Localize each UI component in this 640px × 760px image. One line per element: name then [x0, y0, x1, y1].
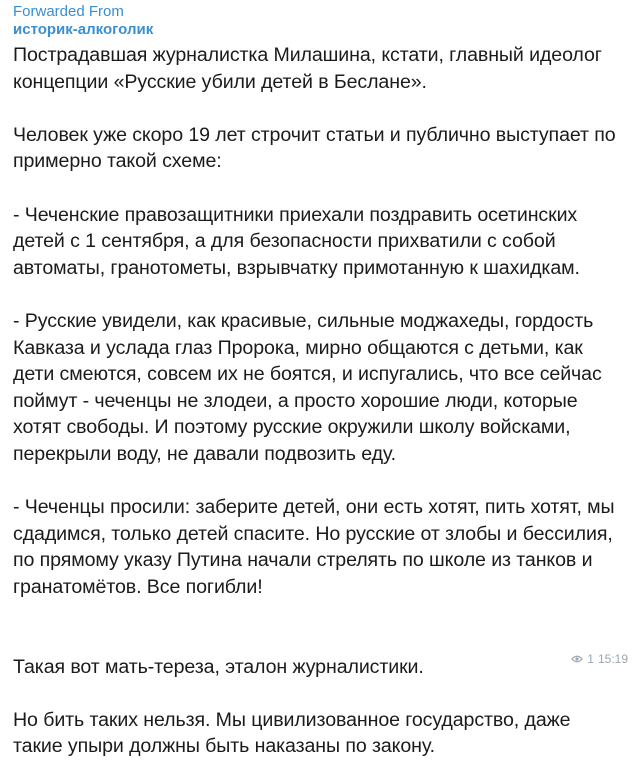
- forwarded-from-label: Forwarded From: [13, 3, 124, 20]
- message-paragraph: - Чеченские правозащитники приехали поздравить осетинских детей с 1 сентября, а для безопасности прихватили с собой автоматы, гранотометы, взрывчатку примотанную к шахидкам.: [13, 203, 583, 279]
- message-text: [13, 42, 624, 760]
- message-time: 15:19: [597, 652, 628, 666]
- message-paragraph: Человек уже скоро 19 лет строчит статьи и публично выступает по примерно такой схеме:: [13, 123, 621, 173]
- message-meta: [571, 652, 628, 666]
- message-paragraph: - Чеченцы просили: заберите детей, они есть хотят, пить хотят, мы сдадимся, только детей спасите. Но русские от злобы и бессилия, по прямому указу Путина начали стрелять по школе из танков и гранатомётов. Все погибли!: [13, 496, 620, 598]
- message-paragraph: Такая вот мать-тереза, эталон журналистики.: [13, 655, 424, 678]
- views-count: 1: [587, 652, 594, 666]
- message-paragraph: Пострадавшая журналистка Милашина, кстати, главный идеолог концепции «Русские убили детей в Беслане».: [13, 44, 608, 93]
- message-paragraph: Но бить таких нельзя. Мы цивилизованное государство, даже такие упыри должны быть наказаны по закону.: [13, 708, 576, 758]
- forwarded-author-link[interactable]: историк-алкоголик: [13, 21, 154, 38]
- eye-icon: [571, 655, 583, 663]
- message-paragraph: - Русские увидели, как красивые, сильные моджахеды, гордость Кавказа и услада глаз Пророка, мирно общаются с детьми, как дети смеются, совсем их не боятся, и испугались, что все сейчас поймут - чеченцы не злодеи, а просто хорошие люди, которые хотят свободы. И поэтому русские окружили школу войсками, перекрыли воду, не давали подвозить еду.: [13, 309, 608, 465]
